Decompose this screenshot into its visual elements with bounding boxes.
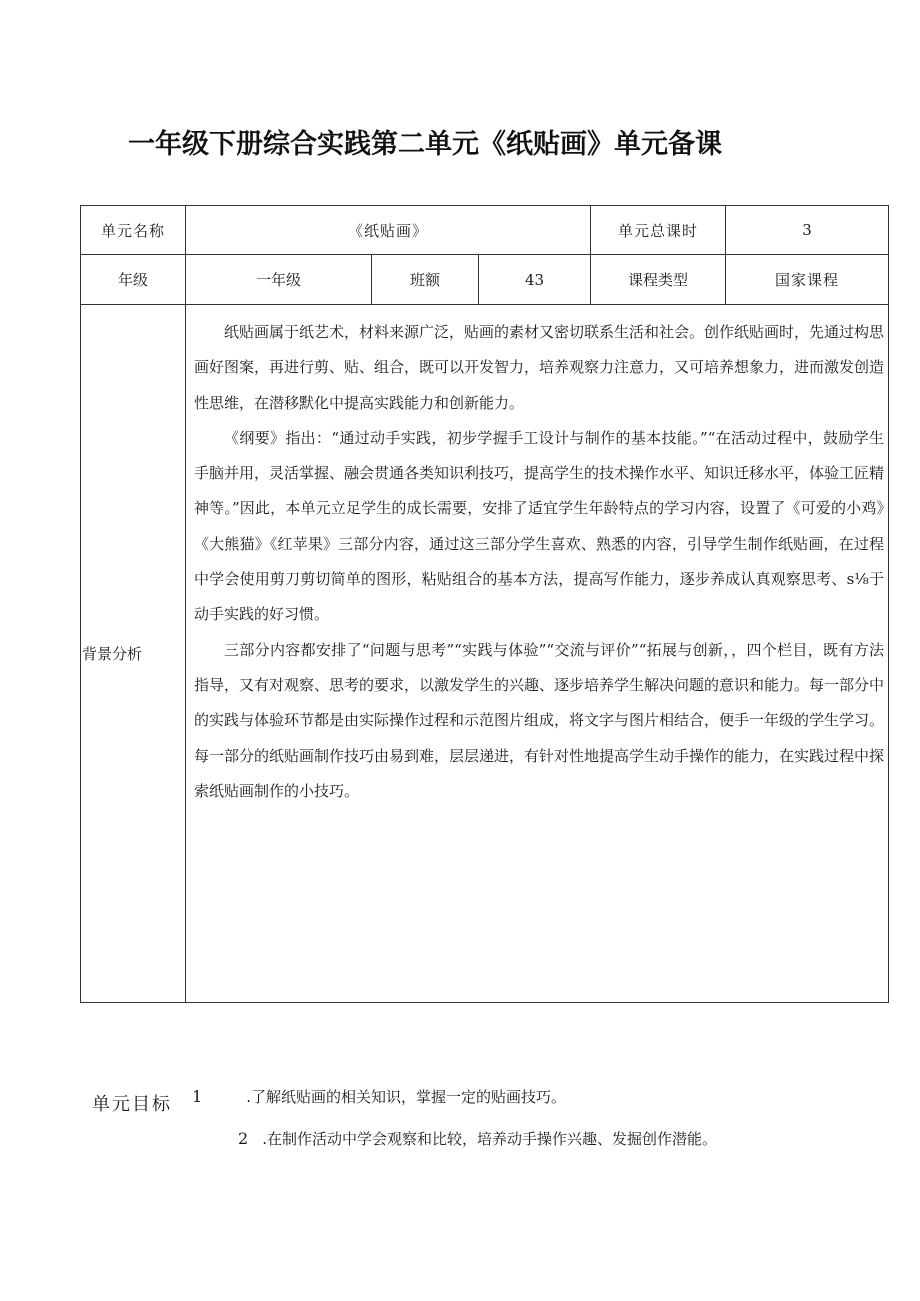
goal-number-2: 2 <box>238 1129 249 1148</box>
unit-name-row <box>81 206 889 255</box>
course-type-label: 课程类型 <box>591 255 726 305</box>
goal-text-1: .了解纸贴画的相关知识，掌握一定的贴画技巧。 <box>246 1088 566 1106</box>
class-size-label: 班额 <box>372 255 479 305</box>
class-size-value: 43 <box>479 255 591 305</box>
unit-goals-label: 单元目标 <box>92 1094 172 1115</box>
total-hours-value: 3 <box>726 206 889 255</box>
grade-label: 年级 <box>81 255 186 305</box>
background-row <box>81 305 889 1003</box>
background-label: 背景分析 <box>81 305 186 1003</box>
grade-value: 一年级 <box>186 255 372 305</box>
unit-name-label: 单元名称 <box>81 206 186 255</box>
background-paragraph-3: 三部分内容都安排了“问题与思考”“实践与体验”“交流与评价”“拓展与创新，，四个栏目，既有方法指导，又有对观察、思考的要求，以激发学生的兴趣、逐步培养学生解决问题的意识和能力。每一部分中的实践与体验环节都是由实际操作过程和示范图片组成，将文字与图片相结合，便手一年级的学生学习。每一部分的纸贴画制作技巧由易到难，层层递进，有针对性地提高学生动手操作的能力，在实践过程中探索纸贴画制作的小技巧。 <box>194 640 885 800</box>
goal-item-1 <box>192 1086 566 1107</box>
goal-number-1: 1 <box>192 1087 203 1106</box>
background-content <box>186 305 889 1003</box>
grade-row <box>81 255 889 305</box>
background-paragraph-2: 《纲要》指出：“通过动手实践，初步学握手工设计与制作的基本技能。”“在活动过程中，鼓励学生手脑并用，灵活掌握、融会贯通各类知识利技巧，提高学生的技术操作水平、知识迁移水平，体验工匠精神等。”因此，本单元立足学生的成长需要，安排了适宜学生年龄特点的学习内容，设置了《可爱的小鸡》《大熊猫》《红苹果》三部分内容，通过这三部分学生喜欢、熟悉的内容，引导学生制作纸贴画，在过程中学会使用剪刀剪切简单的图形，粘贴组合的基本方法，提高写作能力，逐步养成认真观察思考、s⅛于动手实践的好习惯。 <box>194 428 885 624</box>
total-hours-label: 单元总课时 <box>591 206 726 255</box>
unit-name-value: 《纸贴画》 <box>186 206 591 255</box>
unit-plan-table <box>80 205 889 1003</box>
background-paragraph-1: 纸贴画属于纸艺术，材料来源广泛，贴画的素材又密切联系生活和社会。创作纸贴画时，先通过构思画好图案，再进行剪、贴、组合，既可以开发智力，培养观察力注意力，又可培养想象力，进而激发创造性思维，在潜移默化中提高实践能力和创新能力。 <box>194 323 885 412</box>
page-title: 一年级下册综合实践第二单元《纸贴画》单元备课 <box>128 129 722 160</box>
goal-item-2 <box>238 1128 717 1149</box>
course-type-value: 国家课程 <box>726 255 889 305</box>
goal-text-2: .在制作活动中学会观察和比较，培养动手操作兴趣、发掘创作潜能。 <box>262 1130 717 1148</box>
